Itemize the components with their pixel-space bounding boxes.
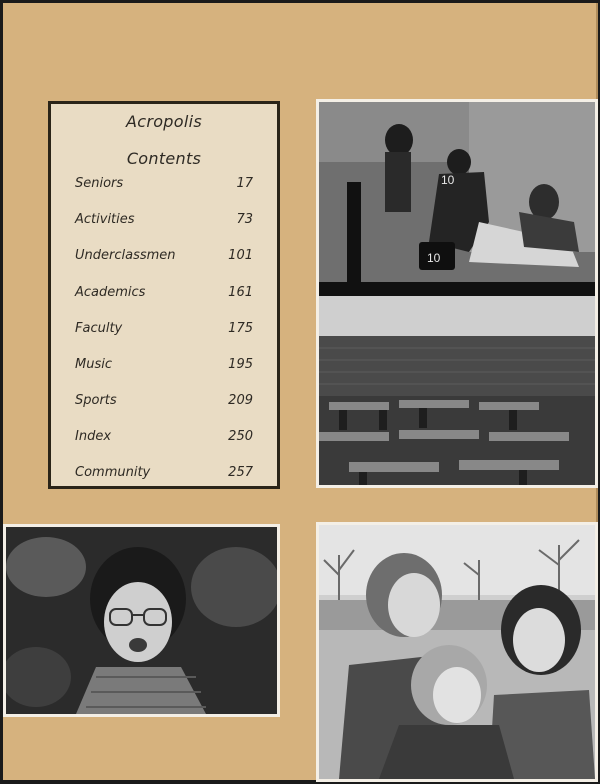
mural-jersey-number: 10 (441, 173, 455, 187)
toc-entry-name: Faculty (75, 321, 123, 336)
mural-sign-number: 10 (427, 251, 441, 265)
toc-entry-name: Activities (75, 212, 135, 227)
toc-entry-community (51, 465, 277, 483)
toc-entry-name: Index (75, 429, 112, 444)
toc-entry-page: 175 (228, 321, 253, 336)
toc-entry-page: 101 (228, 248, 253, 263)
toc-entry-page: 250 (228, 429, 253, 444)
toc-entry-underclassmen (51, 248, 277, 266)
toc-entry-name: Underclassmen (75, 248, 176, 263)
toc-entry-page: 195 (228, 357, 253, 372)
cafeteria-mural-photo (316, 99, 598, 488)
toc-entry-page: 17 (236, 176, 253, 191)
toc-entry-sports (51, 393, 277, 411)
toc-entry-name: Seniors (75, 176, 124, 191)
toc-entry-name: Academics (75, 285, 146, 300)
toc-entry-faculty (51, 321, 277, 339)
toc-entry-page: 161 (228, 285, 253, 300)
toc-entry-index (51, 429, 277, 447)
toc-entry-academics (51, 285, 277, 303)
yearbook-title: Acropolis (126, 112, 202, 131)
toc-entry-page: 209 (228, 393, 253, 408)
toc-entry-music (51, 357, 277, 375)
toc-entry-name: Music (75, 357, 112, 372)
toc-entry-page: 257 (228, 465, 253, 480)
toc-entry-seniors (51, 176, 277, 194)
students-outdoors-photo (316, 522, 598, 782)
student-portrait-photo (3, 524, 280, 717)
contents-heading: Contents (126, 149, 202, 168)
toc-entry-name: Community (75, 465, 151, 480)
toc-entry-page: 73 (236, 212, 253, 227)
toc-entry-name: Sports (75, 393, 117, 408)
toc-entry-activities (51, 212, 277, 230)
table-of-contents (48, 101, 280, 489)
